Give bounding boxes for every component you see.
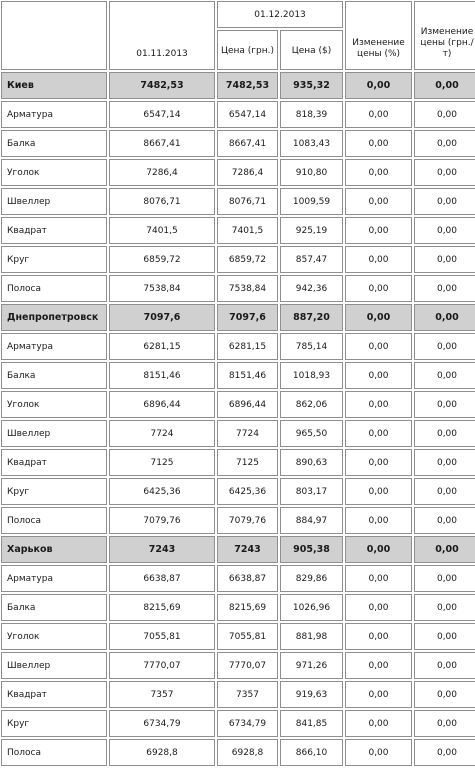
price-usd-cell: 803,17 — [280, 478, 343, 505]
table-row — [1, 710, 475, 737]
table-row — [1, 507, 475, 534]
price-old-cell: 7724 — [109, 420, 215, 447]
price-usd-cell: 841,85 — [280, 710, 343, 737]
price-usd-cell: 829,86 — [280, 565, 343, 592]
change-uah-cell: 0,00 — [414, 449, 475, 476]
price-usd-cell: 935,32 — [280, 72, 343, 99]
change-uah-cell: 0,00 — [414, 507, 475, 534]
price-old-cell: 7055,81 — [109, 623, 215, 650]
price-old-cell: 8215,69 — [109, 594, 215, 621]
price-old-cell: 7125 — [109, 449, 215, 476]
price-usd-cell: 866,10 — [280, 739, 343, 766]
price-old-cell: 6896,44 — [109, 391, 215, 418]
price-uah-cell: 8215,69 — [217, 594, 278, 621]
change-pct-cell: 0,00 — [345, 72, 412, 99]
product-name: Круг — [1, 246, 107, 273]
price-old-cell: 6281,15 — [109, 333, 215, 360]
change-uah-cell: 0,00 — [414, 652, 475, 679]
price-old-cell: 7401,5 — [109, 217, 215, 244]
change-uah-cell: 0,00 — [414, 159, 475, 186]
change-pct-cell: 0,00 — [345, 333, 412, 360]
price-usd-cell: 884,97 — [280, 507, 343, 534]
change-pct-cell: 0,00 — [345, 507, 412, 534]
change-pct-cell: 0,00 — [345, 594, 412, 621]
price-uah-cell: 7079,76 — [217, 507, 278, 534]
table-row — [1, 188, 475, 215]
product-name: Квадрат — [1, 449, 107, 476]
change-uah-cell: 0,00 — [414, 275, 475, 302]
table-row — [1, 652, 475, 679]
price-old-cell: 7243 — [109, 536, 215, 563]
price-old-cell: 8076,71 — [109, 188, 215, 215]
price-usd-cell: 818,39 — [280, 101, 343, 128]
price-uah-cell: 7724 — [217, 420, 278, 447]
table-row — [1, 478, 475, 505]
product-name: Уголок — [1, 391, 107, 418]
change-uah-cell: 0,00 — [414, 333, 475, 360]
price-usd-cell: 925,19 — [280, 217, 343, 244]
header-change-pct: Изменение цены (%) — [345, 1, 412, 70]
price-usd-cell: 910,80 — [280, 159, 343, 186]
price-uah-cell: 7538,84 — [217, 275, 278, 302]
price-old-cell: 6547,14 — [109, 101, 215, 128]
change-uah-cell: 0,00 — [414, 304, 475, 331]
product-name: Швеллер — [1, 652, 107, 679]
change-pct-cell: 0,00 — [345, 217, 412, 244]
table-row — [1, 333, 475, 360]
price-old-cell: 7079,76 — [109, 507, 215, 534]
price-old-cell: 6928,8 — [109, 739, 215, 766]
change-pct-cell: 0,00 — [345, 536, 412, 563]
product-name: Круг — [1, 710, 107, 737]
price-table-body — [1, 72, 475, 766]
table-row — [1, 362, 475, 389]
price-usd-cell: 965,50 — [280, 420, 343, 447]
change-pct-cell: 0,00 — [345, 275, 412, 302]
table-row — [1, 565, 475, 592]
price-usd-cell: 905,38 — [280, 536, 343, 563]
city-name: Киев — [1, 72, 107, 99]
price-usd-cell: 1083,43 — [280, 130, 343, 157]
table-row — [1, 623, 475, 650]
city-name: Днепропетровск — [1, 304, 107, 331]
header-date-new: 01.12.2013 — [217, 1, 343, 28]
header-change-uah: Изменение цены (грн./т) — [414, 1, 475, 70]
product-name: Балка — [1, 130, 107, 157]
change-pct-cell: 0,00 — [345, 710, 412, 737]
price-uah-cell: 6859,72 — [217, 246, 278, 273]
change-uah-cell: 0,00 — [414, 739, 475, 766]
city-row — [1, 304, 475, 331]
price-usd-cell: 1009,59 — [280, 188, 343, 215]
price-usd-cell: 881,98 — [280, 623, 343, 650]
table-row — [1, 391, 475, 418]
price-usd-cell: 1018,93 — [280, 362, 343, 389]
price-old-cell: 7357 — [109, 681, 215, 708]
table-row — [1, 130, 475, 157]
table-row — [1, 101, 475, 128]
product-name: Арматура — [1, 101, 107, 128]
change-pct-cell: 0,00 — [345, 362, 412, 389]
price-uah-cell: 7357 — [217, 681, 278, 708]
price-uah-cell: 7243 — [217, 536, 278, 563]
product-name: Квадрат — [1, 217, 107, 244]
price-uah-cell: 7125 — [217, 449, 278, 476]
change-pct-cell: 0,00 — [345, 478, 412, 505]
price-uah-cell: 7055,81 — [217, 623, 278, 650]
price-usd-cell: 785,14 — [280, 333, 343, 360]
price-old-cell: 6859,72 — [109, 246, 215, 273]
city-row — [1, 536, 475, 563]
price-old-cell: 6425,36 — [109, 478, 215, 505]
change-pct-cell: 0,00 — [345, 101, 412, 128]
price-usd-cell: 919,63 — [280, 681, 343, 708]
price-uah-cell: 8076,71 — [217, 188, 278, 215]
price-usd-cell: 887,20 — [280, 304, 343, 331]
price-old-cell: 7097,6 — [109, 304, 215, 331]
product-name: Круг — [1, 478, 107, 505]
change-uah-cell: 0,00 — [414, 536, 475, 563]
product-name: Арматура — [1, 565, 107, 592]
table-row — [1, 681, 475, 708]
price-old-cell: 7286,4 — [109, 159, 215, 186]
change-pct-cell: 0,00 — [345, 188, 412, 215]
price-uah-cell: 8667,41 — [217, 130, 278, 157]
table-row — [1, 739, 475, 766]
price-table-header — [1, 1, 475, 70]
change-pct-cell: 0,00 — [345, 130, 412, 157]
product-name: Полоса — [1, 275, 107, 302]
header-row-top — [1, 1, 475, 28]
price-usd-cell: 862,06 — [280, 391, 343, 418]
change-pct-cell: 0,00 — [345, 420, 412, 447]
header-price-usd: Цена ($) — [280, 30, 343, 70]
change-pct-cell: 0,00 — [345, 739, 412, 766]
product-name: Квадрат — [1, 681, 107, 708]
change-pct-cell: 0,00 — [345, 246, 412, 273]
city-row — [1, 72, 475, 99]
price-uah-cell: 7097,6 — [217, 304, 278, 331]
product-name: Полоса — [1, 739, 107, 766]
product-name: Балка — [1, 594, 107, 621]
price-uah-cell: 6547,14 — [217, 101, 278, 128]
price-old-cell: 7482,53 — [109, 72, 215, 99]
price-uah-cell: 6425,36 — [217, 478, 278, 505]
price-uah-cell: 6281,15 — [217, 333, 278, 360]
price-old-cell: 6638,87 — [109, 565, 215, 592]
price-usd-cell: 942,36 — [280, 275, 343, 302]
product-name: Швеллер — [1, 420, 107, 447]
table-row — [1, 159, 475, 186]
price-uah-cell: 6928,8 — [217, 739, 278, 766]
price-old-cell: 8151,46 — [109, 362, 215, 389]
price-uah-cell: 8151,46 — [217, 362, 278, 389]
change-uah-cell: 0,00 — [414, 565, 475, 592]
product-name: Полоса — [1, 507, 107, 534]
header-empty-cell — [1, 1, 107, 70]
price-usd-cell: 1026,96 — [280, 594, 343, 621]
change-uah-cell: 0,00 — [414, 391, 475, 418]
product-name: Уголок — [1, 159, 107, 186]
table-row — [1, 420, 475, 447]
price-uah-cell: 6734,79 — [217, 710, 278, 737]
price-uah-cell: 7401,5 — [217, 217, 278, 244]
change-uah-cell: 0,00 — [414, 72, 475, 99]
table-row — [1, 246, 475, 273]
price-old-cell: 7770,07 — [109, 652, 215, 679]
city-name: Харьков — [1, 536, 107, 563]
change-uah-cell: 0,00 — [414, 594, 475, 621]
header-date-old: 01.11.2013 — [109, 1, 215, 70]
price-usd-cell: 857,47 — [280, 246, 343, 273]
price-uah-cell: 7286,4 — [217, 159, 278, 186]
price-usd-cell: 971,26 — [280, 652, 343, 679]
change-uah-cell: 0,00 — [414, 681, 475, 708]
change-pct-cell: 0,00 — [345, 304, 412, 331]
header-price-uah: Цена (грн.) — [217, 30, 278, 70]
product-name: Швеллер — [1, 188, 107, 215]
change-uah-cell: 0,00 — [414, 362, 475, 389]
change-pct-cell: 0,00 — [345, 623, 412, 650]
change-uah-cell: 0,00 — [414, 420, 475, 447]
table-row — [1, 594, 475, 621]
table-row — [1, 449, 475, 476]
price-old-cell: 7538,84 — [109, 275, 215, 302]
change-uah-cell: 0,00 — [414, 130, 475, 157]
change-uah-cell: 0,00 — [414, 478, 475, 505]
table-row — [1, 275, 475, 302]
price-old-cell: 8667,41 — [109, 130, 215, 157]
table-row — [1, 217, 475, 244]
price-usd-cell: 890,63 — [280, 449, 343, 476]
change-pct-cell: 0,00 — [345, 159, 412, 186]
change-uah-cell: 0,00 — [414, 217, 475, 244]
price-uah-cell: 7482,53 — [217, 72, 278, 99]
price-uah-cell: 6896,44 — [217, 391, 278, 418]
product-name: Балка — [1, 362, 107, 389]
change-uah-cell: 0,00 — [414, 188, 475, 215]
change-uah-cell: 0,00 — [414, 710, 475, 737]
product-name: Уголок — [1, 623, 107, 650]
price-old-cell: 6734,79 — [109, 710, 215, 737]
change-uah-cell: 0,00 — [414, 246, 475, 273]
change-pct-cell: 0,00 — [345, 565, 412, 592]
change-pct-cell: 0,00 — [345, 652, 412, 679]
change-pct-cell: 0,00 — [345, 391, 412, 418]
change-uah-cell: 0,00 — [414, 623, 475, 650]
change-pct-cell: 0,00 — [345, 681, 412, 708]
price-uah-cell: 6638,87 — [217, 565, 278, 592]
price-uah-cell: 7770,07 — [217, 652, 278, 679]
change-pct-cell: 0,00 — [345, 449, 412, 476]
change-uah-cell: 0,00 — [414, 101, 475, 128]
product-name: Арматура — [1, 333, 107, 360]
